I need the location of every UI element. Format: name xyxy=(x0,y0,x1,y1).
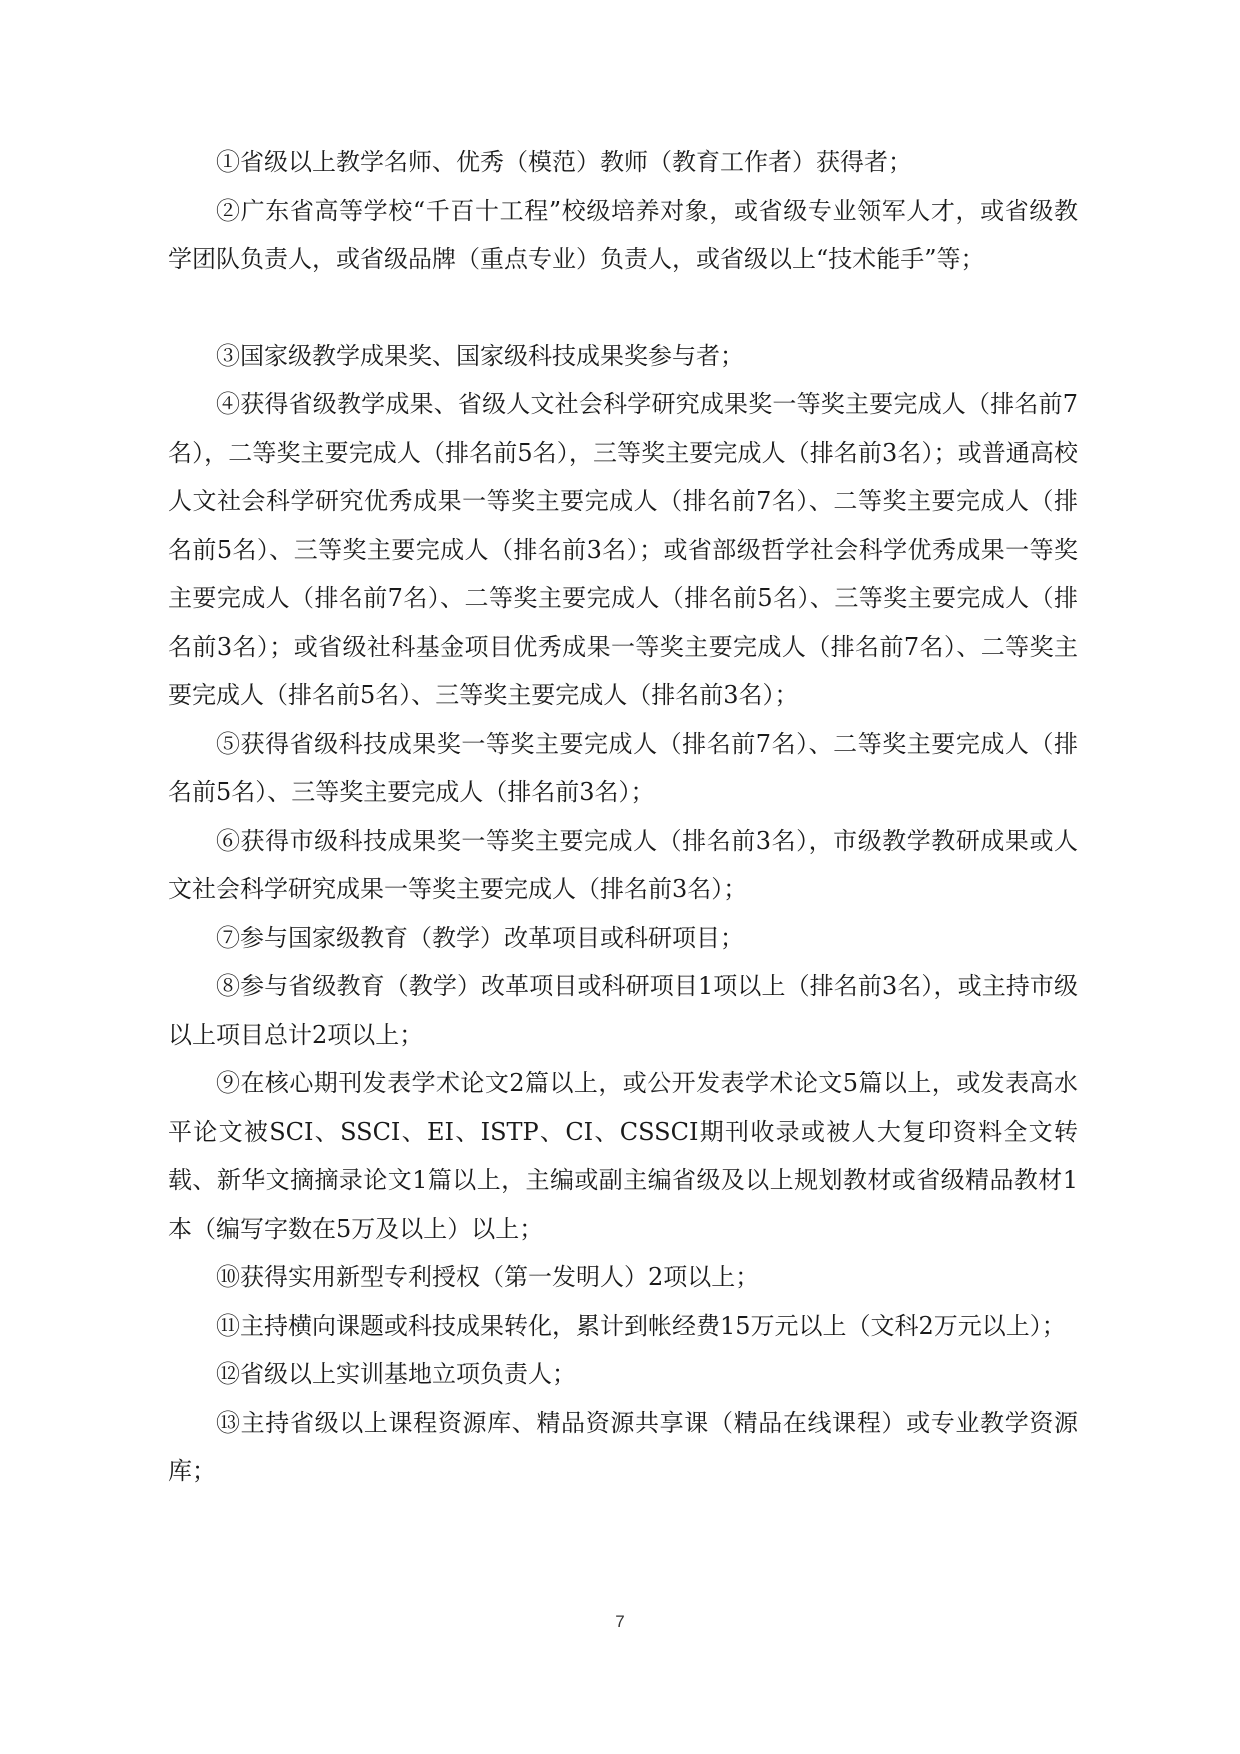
document-body xyxy=(168,138,1078,1496)
criterion-item-9: ⑨在核心期刊发表学术论文2篇以上，或公开发表学术论文5篇以上，或发表高水平论文被SCI、SSCI、EI、ISTP、CI、CSSCI期刊收录或被人大复印资料全文转载、新华文摘摘录论文1篇以上，主编或副主编省级及以上规划教材或省级精品教材1本（编写字数在5万及以上）以上； xyxy=(168,1069,1078,1243)
criterion-item-10: ⑩获得实用新型专利授权（第一发明人）2项以上； xyxy=(216,1263,760,1291)
criterion-item-12: ⑫省级以上实训基地立项负责人； xyxy=(216,1360,576,1388)
criterion-item-8: ⑧参与省级教育（教学）改革项目或科研项目1项以上（排名前3名），或主持市级以上项目总计2项以上； xyxy=(168,972,1078,1049)
criterion-item-7: ⑦参与国家级教育（教学）改革项目或科研项目； xyxy=(216,923,744,952)
criterion-item-3: ③国家级教学成果奖、国家级科技成果奖参与者； xyxy=(216,341,744,370)
criterion-item-6: ⑥获得市级科技成果奖一等奖主要完成人（排名前3名），市级教学教研成果或人文社会科学研究成果一等奖主要完成人（排名前3名）； xyxy=(168,826,1078,903)
criterion-item-2: ②广东省高等学校“千百十工程”校级培养对象，或省级专业领军人才，或省级教学团队负责人，或省级品牌（重点专业）负责人，或省级以上“技术能手”等； xyxy=(168,196,1078,273)
criterion-item-11: ⑪主持横向课题或科技成果转化，累计到帐经费15万元以上（文科2万元以上）； xyxy=(216,1311,1066,1340)
blank-line xyxy=(168,284,1078,332)
criterion-item-4: ④获得省级教学成果、省级人文社会科学研究成果奖一等奖主要完成人（排名前7名），二等奖主要完成人（排名前5名），三等奖主要完成人（排名前3名）；或普通高校人文社会科学研究优秀成果一等奖主要完成人（排名前7名）、二等奖主要完成人（排名前5名）、三等奖主要完成人（排名前3名）；或省部级哲学社会科学优秀成果一等奖主要完成人（排名前7名）、二等奖主要完成人（排名前5名）、三等奖主要完成人（排名前3名）；或省级社科基金项目优秀成果一等奖主要完成人（排名前7名）、二等奖主要完成人（排名前5名）、三等奖主要完成人（排名前3名）； xyxy=(168,390,1078,709)
criterion-item-13: ⑬主持省级以上课程资源库、精品资源共享课（精品在线课程）或专业教学资源库； xyxy=(168,1408,1078,1485)
criterion-item-1: ①省级以上教学名师、优秀（模范）教师（教育工作者）获得者； xyxy=(216,148,912,176)
page-number: 7 xyxy=(615,1612,625,1631)
criterion-item-5: ⑤获得省级科技成果奖一等奖主要完成人（排名前7名）、二等奖主要完成人（排名前5名）、三等奖主要完成人（排名前3名）； xyxy=(168,729,1078,806)
